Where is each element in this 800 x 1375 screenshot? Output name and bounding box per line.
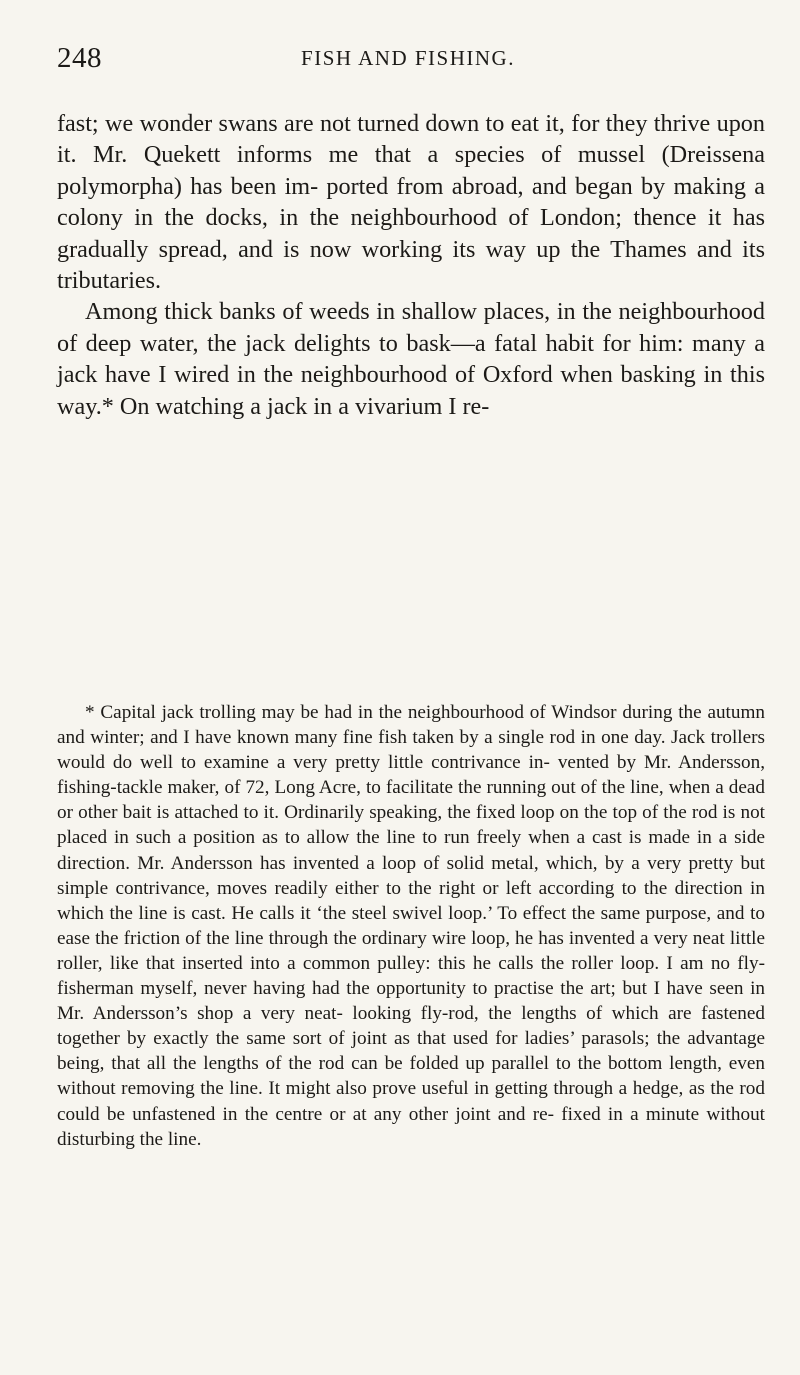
running-title: FISH AND FISHING.: [301, 46, 515, 70]
running-head: [57, 42, 759, 82]
paragraph-jack-basking: Among thick banks of weeds in shallow places, in the neighbourhood of deep water, the jack delights to bask—a fatal habit for him: many a jack have I wired in the neighbourhood of Oxford when basking in this way.* On watching a jack in a vivarium I re-: [57, 298, 765, 420]
footnote: [57, 700, 765, 1152]
footnote-text: * Capital jack trolling may be had in the neighbourhood of Windsor during the autumn and winter; and I have known many fine fish taken by a single rod in one day. Jack trollers would do well to examine a very pretty little contrivance in- vented by Mr. Andersson, fishing-tackle maker, of 72, Long Acre, to facilitate the running out of the line, when a dead or other bait is attached to it. Ordinarily speaking, the fixed loop on the top of the rod is not placed in such a position as to allow the line to run freely when a cast is made in a side direction. Mr. Andersson has invented a loop of solid metal, which, by a very pretty but simple contrivance, moves readily either to the right or left according to the direction in which the line is cast. He calls it ‘the steel swivel loop.’ To effect the same purpose, and to ease the friction of the line through the ordinary wire loop, he has invented a very neat little roller, like that inserted into a common pulley: this he calls the roller loop. I am no fly- fisherman myself, never having had the opportunity to practise the art; but I have seen in Mr. Andersson’s shop a very neat- looking fly-rod, the lengths of which are fastened together by exactly the same sort of joint as that used for ladies’ parasols; the advantage being, that all the lengths of the rod can be folded up parallel to the bottom length, even without removing the line. It might also prove useful in getting through a hedge, as the rod could be unfastened in the centre or at any other joint and re- fixed in a minute without disturbing the line.: [57, 702, 765, 1150]
main-text: [57, 108, 765, 422]
page-number: 248: [57, 42, 102, 74]
paragraph-continued: fast; we wonder swans are not turned down to eat it, for they thrive upon it. Mr. Quekett informs me that a species of mussel (Dreissena polymorpha) has been im- ported from abroad, and began by making a colony in the docks, in the neighbourhood of London; thence it has gradually spread, and is now working its way up the Thames and its tributaries.: [57, 110, 765, 295]
